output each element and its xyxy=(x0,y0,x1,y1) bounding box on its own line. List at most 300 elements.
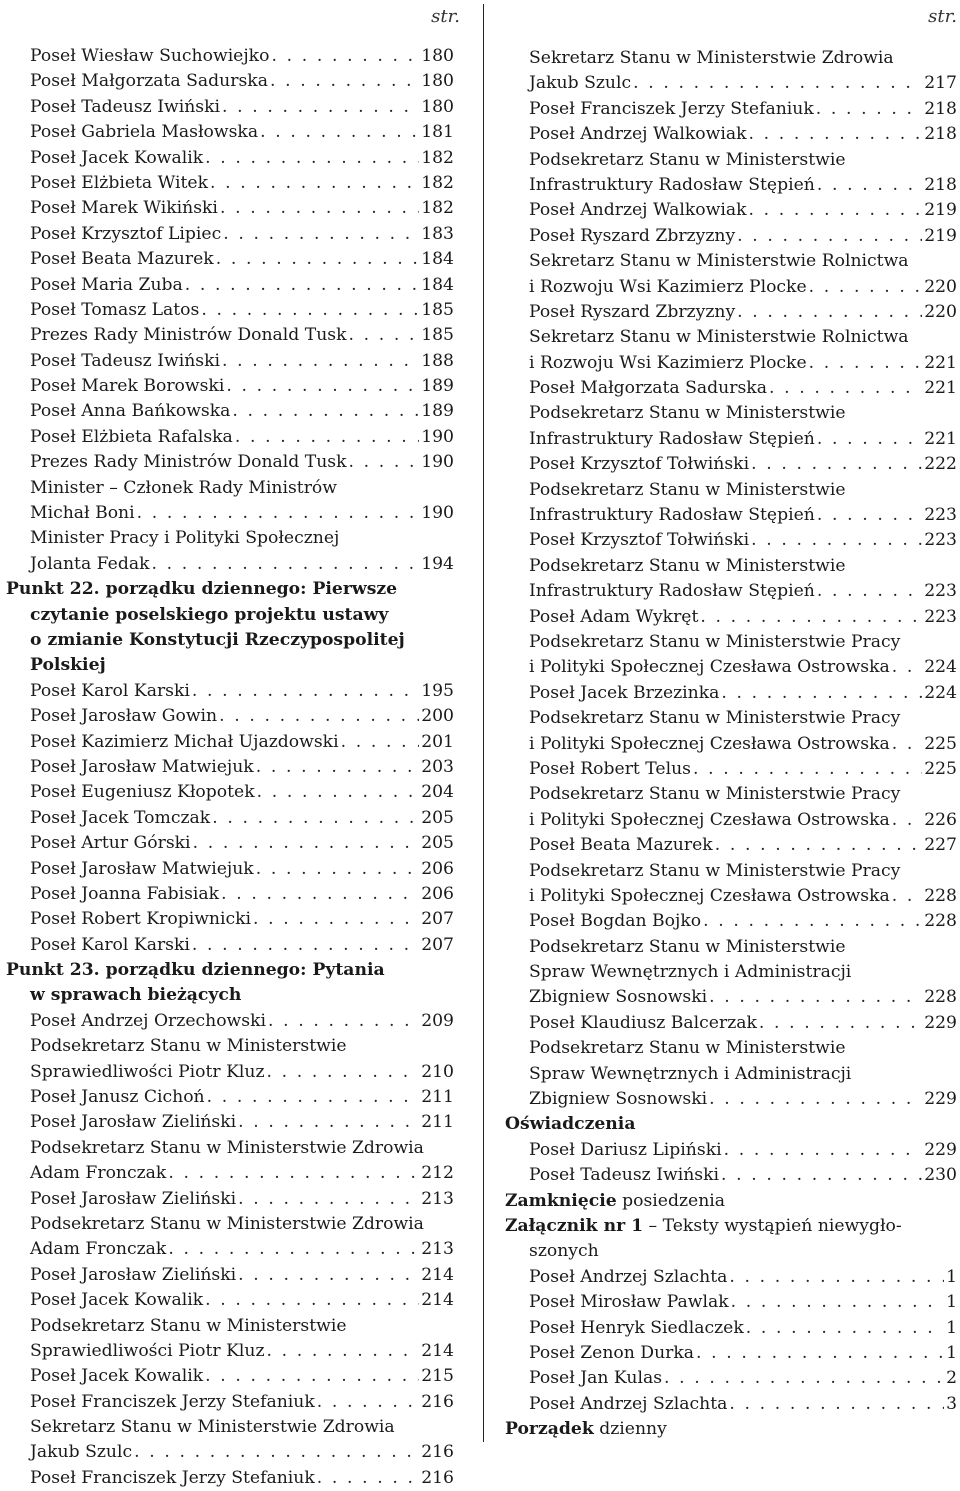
entry-page-number: 218 xyxy=(924,124,957,145)
toc-entry xyxy=(6,399,454,424)
toc-entry xyxy=(505,1392,957,1417)
section-heading-continued: w sprawach bieżących xyxy=(30,985,242,1006)
toc-entry xyxy=(6,882,454,907)
toc-entry xyxy=(505,732,957,757)
entry-page-number: 183 xyxy=(421,223,454,244)
toc-entry xyxy=(6,907,454,932)
toc-entry xyxy=(6,1440,454,1465)
entry-speaker: Poseł Beata Mazurek xyxy=(30,249,214,270)
entry-speaker: i Polityki Społecznej Czesława Ostrowska xyxy=(529,733,890,754)
dot-leader xyxy=(270,69,419,94)
entry-speaker: Sprawiedliwości Piotr Kluz xyxy=(30,1340,265,1361)
entry-speaker: Poseł Tadeusz Iwiński xyxy=(30,96,221,117)
right-entries xyxy=(505,46,957,1442)
toc-entry xyxy=(6,196,454,221)
section-heading: Punkt 23. porządku dziennego: Pytania xyxy=(6,960,385,981)
toc-entry xyxy=(6,1263,454,1288)
toc-entry xyxy=(6,730,454,755)
dot-leader xyxy=(216,247,420,272)
dot-leader xyxy=(267,1060,420,1085)
entry-speaker: Poseł Robert Kropiwnicki xyxy=(30,909,252,930)
dot-leader xyxy=(816,97,922,122)
toc-entry xyxy=(6,222,454,247)
entry-page-number: 221 xyxy=(924,378,957,399)
entry-page-number: 184 xyxy=(421,274,454,295)
entry-page-number: 225 xyxy=(924,733,957,754)
entry-page-number: 3 xyxy=(946,1393,957,1414)
dot-leader xyxy=(817,173,922,198)
entry-page-number: 226 xyxy=(924,809,957,830)
toc-entry xyxy=(6,95,454,120)
entry-page-number: 213 xyxy=(421,1188,454,1209)
toc-entry xyxy=(6,323,454,348)
entry-page-number: 214 xyxy=(421,1340,454,1361)
entry-speaker: i Polityki Społecznej Czesława Ostrowska xyxy=(529,657,890,678)
entry-page-number: 210 xyxy=(421,1061,454,1082)
entry-page-number: 205 xyxy=(421,807,454,828)
entry-text: Podsekretarz Stanu w Ministerstwie Zdrowia xyxy=(30,1137,424,1158)
entry-speaker: Poseł Jacek Kowalik xyxy=(30,1290,204,1311)
entry-page-number: 229 xyxy=(924,1139,957,1160)
entry-page-number: 181 xyxy=(421,122,454,143)
dot-leader xyxy=(769,376,922,401)
dot-leader xyxy=(256,755,419,780)
toc-entry xyxy=(6,704,454,729)
entry-page-number: 180 xyxy=(421,71,454,92)
toc-entry xyxy=(6,1009,454,1034)
entry-page-number: 230 xyxy=(924,1165,957,1186)
entry-speaker: Poseł Gabriela Masłowska xyxy=(30,122,259,143)
entry-speaker: Poseł Franciszek Jerzy Stefaniuk xyxy=(30,1391,315,1412)
toc-entry xyxy=(6,273,454,298)
dot-leader xyxy=(212,806,419,831)
dot-leader xyxy=(664,1366,944,1391)
entry-speaker: Poseł Artur Górski xyxy=(30,833,191,854)
entry-speaker: Poseł Małgorzata Sadurska xyxy=(529,378,767,399)
entry-speaker: Poseł Franciszek Jerzy Stefaniuk xyxy=(30,1467,315,1488)
toc-entry xyxy=(505,503,957,528)
entry-page-number: 201 xyxy=(421,731,454,752)
entry-page-number: 214 xyxy=(421,1290,454,1311)
entry-speaker: Infrastruktury Radosław Stępień xyxy=(529,428,815,449)
toc-entry xyxy=(6,1339,454,1364)
entry-page-number: 218 xyxy=(924,98,957,119)
entry-speaker: Prezes Rady Ministrów Donald Tusk xyxy=(30,452,347,473)
entry-speaker: i Polityki Społecznej Czesława Ostrowska xyxy=(529,885,890,906)
entry-speaker: Michał Boni xyxy=(30,503,135,524)
dot-leader xyxy=(737,300,922,325)
entry-text: Podsekretarz Stanu w Ministerstwie xyxy=(30,1036,347,1057)
entry-page-number: 184 xyxy=(421,249,454,270)
entry-page-number: 189 xyxy=(421,376,454,397)
entry-page-number: 2 xyxy=(946,1368,957,1389)
dot-leader xyxy=(238,1263,419,1288)
section-heading-continued: o zmianie Konstytucji Rzeczypospolitej xyxy=(30,629,405,650)
entry-page-number: 209 xyxy=(421,1010,454,1031)
dot-leader xyxy=(192,933,419,958)
entry-speaker: Poseł Karol Karski xyxy=(30,934,190,955)
entry-page-number: 207 xyxy=(421,909,454,930)
toc-entry xyxy=(505,427,957,452)
page-column-header: str. xyxy=(928,6,957,27)
dot-leader xyxy=(817,503,922,528)
toc-entry xyxy=(505,1316,957,1341)
entry-text: Podsekretarz Stanu w Ministerstwie Pracy xyxy=(529,708,901,729)
entry-page-number: 225 xyxy=(924,758,957,779)
dot-leader xyxy=(715,833,923,858)
dot-leader xyxy=(219,704,419,729)
dot-leader xyxy=(222,95,419,120)
dot-leader xyxy=(892,884,922,909)
toc-entry xyxy=(6,857,454,882)
entry-text: Podsekretarz Stanu w Ministerstwie xyxy=(529,1038,846,1059)
entry-page-number: 224 xyxy=(924,682,957,703)
toc-entry xyxy=(6,120,454,145)
toc-entry xyxy=(505,224,957,249)
entry-speaker: Poseł Marek Wikiński xyxy=(30,198,218,219)
entry-speaker: Infrastruktury Radosław Stępień xyxy=(529,505,815,526)
dot-leader xyxy=(737,224,922,249)
dot-leader xyxy=(152,552,420,577)
dot-leader xyxy=(267,1339,420,1364)
toc-entry xyxy=(505,1163,957,1188)
toc-entry xyxy=(505,757,957,782)
entry-speaker: Poseł Andrzej Orzechowski xyxy=(30,1010,266,1031)
toc-entry xyxy=(6,425,454,450)
toc-entry xyxy=(505,300,957,325)
entry-speaker: Poseł Karol Karski xyxy=(30,680,190,701)
section-heading-mixed xyxy=(505,1189,957,1214)
entry-page-number: 214 xyxy=(421,1264,454,1285)
entry-speaker: Poseł Beata Mazurek xyxy=(529,835,713,856)
toc-entry xyxy=(505,909,957,934)
toc-entry xyxy=(505,1011,957,1036)
entry-speaker: Sprawiedliwości Piotr Kluz xyxy=(30,1061,265,1082)
entry-speaker: Poseł Krzysztof Tołwiński xyxy=(529,454,750,475)
entry-speaker: Poseł Jacek Tomczak xyxy=(30,807,211,828)
entry-speaker: Poseł Klaudiusz Balcerzak xyxy=(529,1012,757,1033)
toc-entry xyxy=(6,1085,454,1110)
entry-page-number: 206 xyxy=(421,883,454,904)
toc-entry xyxy=(6,780,454,805)
entry-page-number: 185 xyxy=(421,325,454,346)
entry-text: Podsekretarz Stanu w Ministerstwie xyxy=(529,555,846,576)
toc-entry xyxy=(505,452,957,477)
toc-entry xyxy=(505,808,957,833)
dot-leader xyxy=(729,1265,944,1290)
entry-text: Podsekretarz Stanu w Ministerstwie xyxy=(529,403,846,424)
entry-page-number: 218 xyxy=(924,174,957,195)
entry-page-number: 195 xyxy=(421,680,454,701)
toc-entry xyxy=(6,374,454,399)
entry-text: szonych xyxy=(529,1241,599,1262)
toc-entry xyxy=(6,349,454,374)
entry-speaker: Poseł Dariusz Lipiński xyxy=(529,1139,722,1160)
entry-page-number: 217 xyxy=(924,73,957,94)
dot-leader xyxy=(349,323,420,348)
toc-entry xyxy=(6,1237,454,1262)
toc-entry xyxy=(6,1390,454,1415)
entry-speaker: Poseł Janusz Cichoń xyxy=(30,1087,205,1108)
entry-page-number: 188 xyxy=(421,350,454,371)
heading-regular-part: dzienny xyxy=(593,1419,667,1440)
toc-entry xyxy=(6,171,454,196)
page-column-header: str. xyxy=(431,6,460,27)
dot-leader xyxy=(257,780,420,805)
entry-page-number: 180 xyxy=(421,96,454,117)
dot-leader xyxy=(256,857,419,882)
entry-page-number: 211 xyxy=(421,1087,454,1108)
entry-speaker: Poseł Małgorzata Sadurska xyxy=(30,71,268,92)
entry-speaker: Poseł Tadeusz Iwiński xyxy=(529,1165,720,1186)
dot-leader xyxy=(759,1011,922,1036)
toc-entry xyxy=(6,831,454,856)
toc-entry xyxy=(6,1364,454,1389)
dot-leader xyxy=(168,1237,419,1262)
entry-page-number: 200 xyxy=(421,706,454,727)
toc-entry xyxy=(505,681,957,706)
entry-speaker: Poseł Jarosław Zieliński xyxy=(30,1264,237,1285)
toc-entry xyxy=(505,655,957,680)
entry-page-number: 203 xyxy=(421,756,454,777)
entry-page-number: 182 xyxy=(421,172,454,193)
entry-page-number: 1 xyxy=(946,1342,957,1363)
toc-entry xyxy=(505,1290,957,1315)
entry-text: Spraw Wewnętrznych i Administracji xyxy=(529,1063,852,1084)
dot-leader xyxy=(693,757,922,782)
toc-entry xyxy=(6,298,454,323)
entry-page-number: 207 xyxy=(421,934,454,955)
entry-speaker: Poseł Franciszek Jerzy Stefaniuk xyxy=(529,98,814,119)
entry-page-number: 224 xyxy=(924,657,957,678)
dot-leader xyxy=(207,1085,420,1110)
dot-leader xyxy=(260,120,419,145)
toc-entry xyxy=(6,1187,454,1212)
entry-page-number: 1 xyxy=(946,1266,957,1287)
entry-speaker: Poseł Adam Wykręt xyxy=(529,606,699,627)
toc-entry xyxy=(505,985,957,1010)
entry-speaker: Adam Fronczak xyxy=(30,1239,167,1260)
toc-entry xyxy=(6,1110,454,1135)
entry-page-number: 229 xyxy=(924,1012,957,1033)
entry-speaker: Poseł Bogdan Bojko xyxy=(529,911,702,932)
toc-entry xyxy=(505,1341,957,1366)
entry-speaker: Poseł Marek Borowski xyxy=(30,376,225,397)
dot-leader xyxy=(134,1440,419,1465)
entry-speaker: Poseł Robert Telus xyxy=(529,758,691,779)
dot-leader xyxy=(746,1316,944,1341)
toc-entry xyxy=(505,198,957,223)
entry-page-number: 216 xyxy=(421,1467,454,1488)
toc-entry xyxy=(505,884,957,909)
entry-page-number: 212 xyxy=(421,1163,454,1184)
heading-bold-part: Zamknięcie xyxy=(505,1190,617,1211)
entry-text: Podsekretarz Stanu w Ministerstwie Pracy xyxy=(529,784,901,805)
entry-text: Minister – Członek Rady Ministrów xyxy=(30,477,337,498)
entry-speaker: Poseł Jacek Kowalik xyxy=(30,147,204,168)
toc-entry xyxy=(6,146,454,171)
heading-regular-part: – Teksty wystąpień niewygło- xyxy=(643,1215,902,1236)
entry-speaker: Infrastruktury Radosław Stępień xyxy=(529,174,815,195)
dot-leader xyxy=(817,427,922,452)
toc-entry xyxy=(505,1087,957,1112)
dot-leader xyxy=(185,273,419,298)
entry-page-number: 190 xyxy=(421,503,454,524)
dot-leader xyxy=(721,1163,922,1188)
entry-speaker: Poseł Jacek Kowalik xyxy=(30,1366,204,1387)
dot-leader xyxy=(817,579,922,604)
entry-page-number: 1 xyxy=(946,1292,957,1313)
entry-text: Podsekretarz Stanu w Ministerstwie xyxy=(529,936,846,957)
dot-leader xyxy=(724,1138,923,1163)
entry-speaker: Poseł Elżbieta Witek xyxy=(30,172,208,193)
entry-page-number: 227 xyxy=(924,835,957,856)
entry-page-number: 223 xyxy=(924,530,957,551)
toc-entry xyxy=(505,173,957,198)
entry-speaker: i Polityki Społecznej Czesława Ostrowska xyxy=(529,809,890,830)
entry-page-number: 229 xyxy=(924,1089,957,1110)
toc-entry xyxy=(6,450,454,475)
dot-leader xyxy=(271,44,419,69)
entry-page-number: 220 xyxy=(924,276,957,297)
entry-speaker: Poseł Kazimierz Michał Ujazdowski xyxy=(30,731,339,752)
entry-speaker: Poseł Zenon Durka xyxy=(529,1342,695,1363)
entry-page-number: 1 xyxy=(946,1317,957,1338)
entry-text: Podsekretarz Stanu w Ministerstwie xyxy=(529,479,846,500)
dot-leader xyxy=(205,1364,419,1389)
entry-speaker: Poseł Jan Kulas xyxy=(529,1368,663,1389)
dot-leader xyxy=(892,732,922,757)
dot-leader xyxy=(193,831,420,856)
toc-entry xyxy=(6,44,454,69)
entry-speaker: i Rozwoju Wsi Kazimierz Plocke xyxy=(529,276,807,297)
toc-entry xyxy=(6,247,454,272)
entry-page-number: 211 xyxy=(421,1112,454,1133)
entry-speaker: Poseł Mirosław Pawlak xyxy=(529,1292,729,1313)
dot-leader xyxy=(268,1009,419,1034)
toc-entry xyxy=(505,1265,957,1290)
heading-bold-part: Porządek xyxy=(505,1419,594,1440)
entry-speaker: Poseł Maria Zuba xyxy=(30,274,183,295)
entry-speaker: Infrastruktury Radosław Stępień xyxy=(529,581,815,602)
entry-page-number: 190 xyxy=(421,452,454,473)
entry-text: Podsekretarz Stanu w Ministerstwie Pracy xyxy=(529,631,901,652)
dot-leader xyxy=(210,171,419,196)
entry-speaker: Poseł Elżbieta Rafalska xyxy=(30,426,233,447)
dot-leader xyxy=(221,882,419,907)
dot-leader xyxy=(633,71,922,96)
entry-speaker: Poseł Anna Bańkowska xyxy=(30,401,231,422)
entry-page-number: 220 xyxy=(924,301,957,322)
entry-page-number: 189 xyxy=(421,401,454,422)
heading-bold-part: Załącznik nr 1 xyxy=(505,1215,644,1236)
entry-text: Podsekretarz Stanu w Ministerstwie xyxy=(529,149,846,170)
entry-page-number: 190 xyxy=(421,426,454,447)
entry-speaker: Zbigniew Sosnowski xyxy=(529,1089,708,1110)
entry-speaker: Poseł Jarosław Gowin xyxy=(30,706,218,727)
entry-page-number: 223 xyxy=(924,505,957,526)
dot-leader xyxy=(709,1087,922,1112)
entry-speaker: Poseł Jacek Brzezinka xyxy=(529,682,720,703)
dot-leader xyxy=(226,374,419,399)
column-divider xyxy=(483,4,484,1442)
dot-leader xyxy=(317,1390,419,1415)
dot-leader xyxy=(238,1187,419,1212)
entry-speaker: Poseł Jarosław Matwiejuk xyxy=(30,858,254,879)
entry-speaker: Zbigniew Sosnowski xyxy=(529,987,708,1008)
toc-entry xyxy=(505,376,957,401)
toc-entry xyxy=(505,833,957,858)
entry-page-number: 213 xyxy=(421,1239,454,1260)
dot-leader xyxy=(317,1466,419,1491)
section-heading-mixed xyxy=(505,1417,957,1442)
entry-speaker: Jolanta Fedak xyxy=(30,553,150,574)
toc-entry xyxy=(6,806,454,831)
toc-entry xyxy=(6,679,454,704)
dot-leader xyxy=(809,275,923,300)
dot-leader xyxy=(892,808,922,833)
entry-page-number: 185 xyxy=(421,299,454,320)
dot-leader xyxy=(731,1290,944,1315)
entry-page-number: 216 xyxy=(421,1391,454,1412)
dot-leader xyxy=(201,298,419,323)
dot-leader xyxy=(341,730,420,755)
dot-leader xyxy=(709,985,922,1010)
entry-page-number: 223 xyxy=(924,581,957,602)
section-heading-continued: czytanie poselskiego projektu ustawy xyxy=(30,604,389,625)
dot-leader xyxy=(238,1110,419,1135)
dot-leader xyxy=(235,425,419,450)
section-heading-mixed xyxy=(505,1214,957,1239)
entry-text: Podsekretarz Stanu w Ministerstwie Zdrowia xyxy=(30,1213,424,1234)
toc-entry xyxy=(505,275,957,300)
dot-leader xyxy=(168,1161,419,1186)
entry-text: Sekretarz Stanu w Ministerstwie Rolnictwa xyxy=(529,251,909,272)
dot-leader xyxy=(222,349,419,374)
entry-page-number: 182 xyxy=(421,198,454,219)
entry-speaker: Adam Fronczak xyxy=(30,1163,167,1184)
entry-page-number: 219 xyxy=(924,225,957,246)
entry-speaker: Jakub Szulc xyxy=(30,1442,133,1463)
entry-page-number: 194 xyxy=(421,553,454,574)
entry-speaker: Poseł Tadeusz Iwiński xyxy=(30,350,221,371)
entry-speaker: Poseł Eugeniusz Kłopotek xyxy=(30,782,255,803)
toc-entry xyxy=(6,933,454,958)
dot-leader xyxy=(751,452,922,477)
entry-page-number: 204 xyxy=(421,782,454,803)
toc-entry xyxy=(505,579,957,604)
toc-entry xyxy=(505,1138,957,1163)
toc-entry xyxy=(505,605,957,630)
entry-speaker: Poseł Wiesław Suchowiejko xyxy=(30,46,270,66)
entry-speaker: Poseł Jarosław Zieliński xyxy=(30,1188,237,1209)
toc-entry xyxy=(6,1288,454,1313)
toc-entry xyxy=(505,528,957,553)
entry-speaker: Poseł Andrzej Szlachta xyxy=(529,1266,728,1287)
toc-entry xyxy=(6,1060,454,1085)
dot-leader xyxy=(700,605,922,630)
entry-speaker: Poseł Krzysztof Tołwiński xyxy=(529,530,750,551)
toc-entry xyxy=(6,501,454,526)
toc-entry xyxy=(6,1466,454,1491)
entry-text: Sekretarz Stanu w Ministerstwie Zdrowia xyxy=(529,48,894,68)
toc-entry xyxy=(6,69,454,94)
entry-speaker: Poseł Jarosław Zieliński xyxy=(30,1112,237,1133)
entry-page-number: 228 xyxy=(924,911,957,932)
entry-speaker: i Rozwoju Wsi Kazimierz Plocke xyxy=(529,352,807,373)
toc-entry xyxy=(505,351,957,376)
entry-page-number: 215 xyxy=(421,1366,454,1387)
